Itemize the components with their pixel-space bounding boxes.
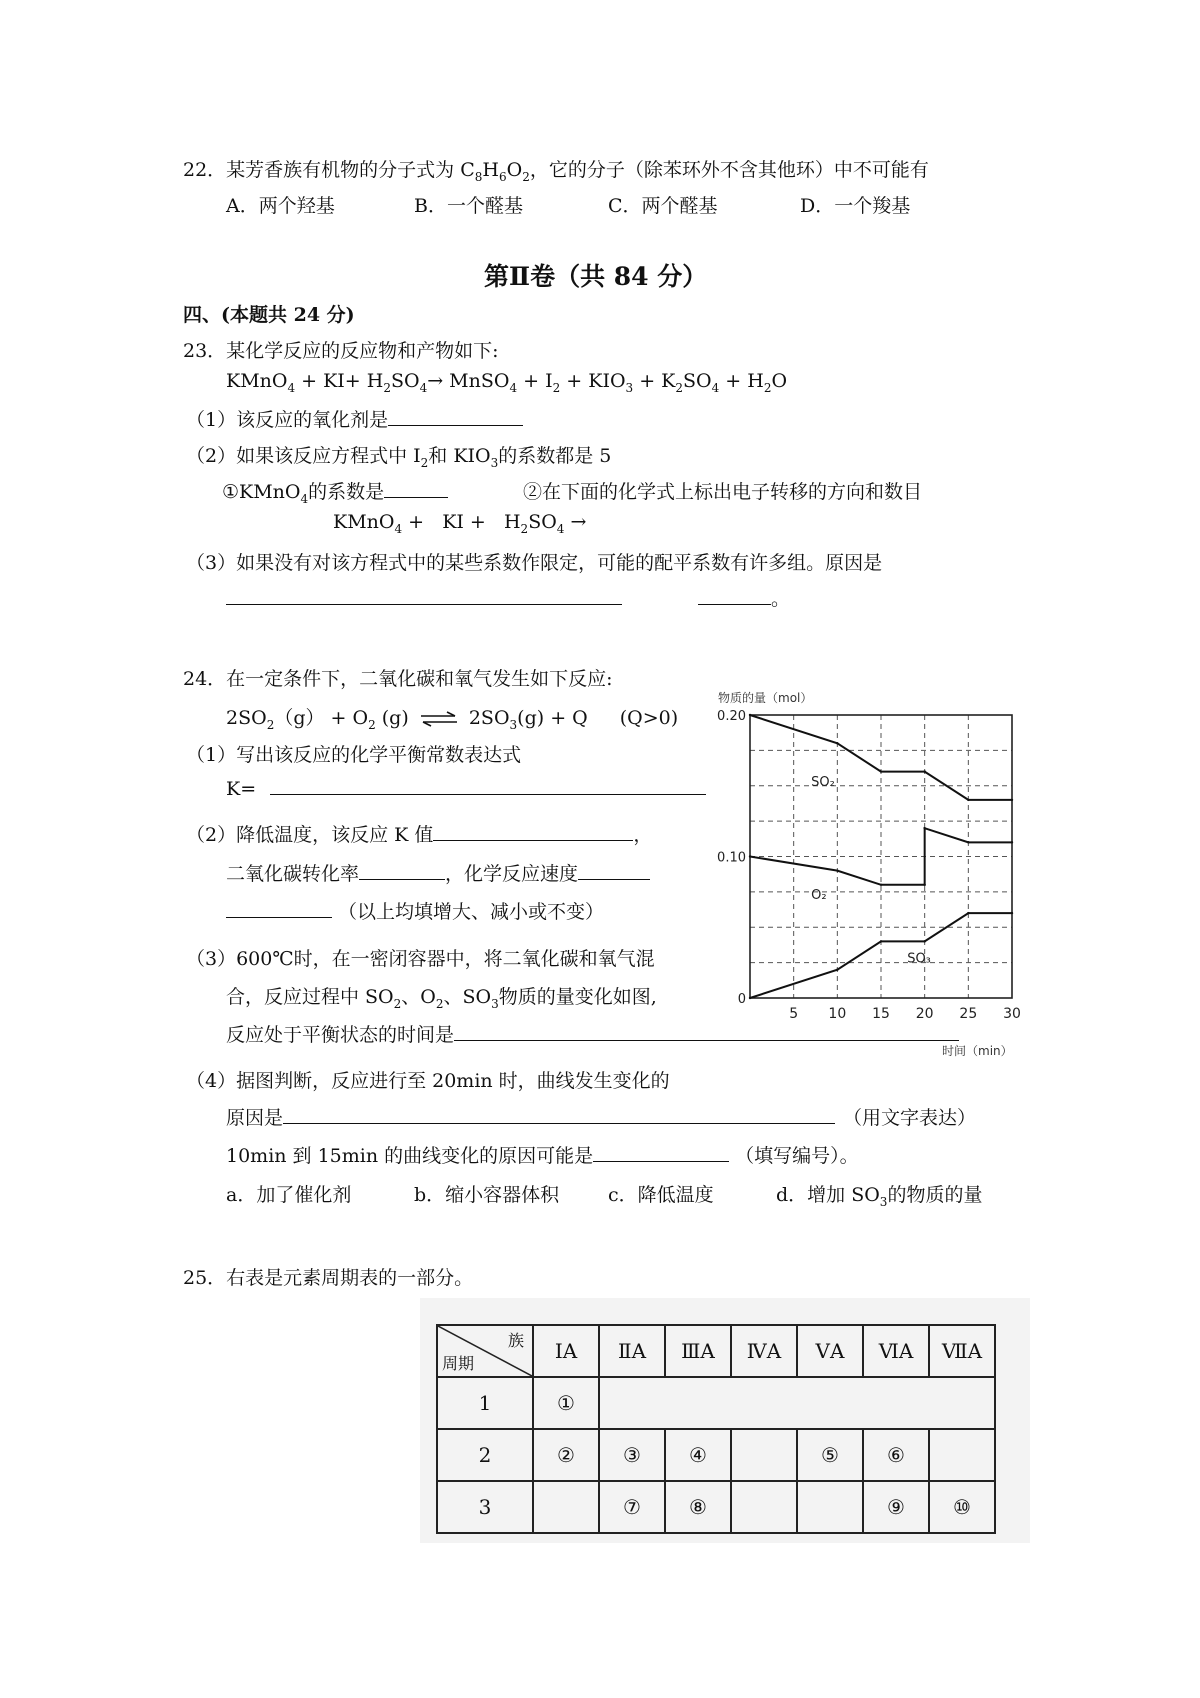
q23-stem: 23．某化学反应的反应物和产物如下: <box>183 340 499 362</box>
series-point <box>880 940 882 942</box>
element-cell <box>929 1429 995 1481</box>
subscript: 4 <box>556 521 565 536</box>
formula-part: + H <box>719 370 764 392</box>
q23-part3: （3）如果没有对该方程式中的某些系数作限定，可能的配平系数有许多组。原因是 <box>186 552 883 574</box>
periodic-table-fragment <box>420 1298 1030 1543</box>
x-axis-label: 时间（min） <box>942 1044 1013 1058</box>
q24-part2 <box>186 820 652 847</box>
period-row <box>437 1377 995 1429</box>
q23-part2 <box>186 441 611 470</box>
formula-part: （g） + O <box>274 707 369 729</box>
formula-part: KMnO <box>226 370 288 392</box>
answer-blank[interactable] <box>578 861 650 880</box>
series-point <box>880 770 882 772</box>
q24-part4: （4）据图判断，反应进行至 20min 时，曲线发生变化的 <box>186 1070 670 1092</box>
element-cell: ⑧ <box>665 1481 731 1533</box>
q22-stem <box>183 155 929 184</box>
subscript: 2 <box>383 380 391 395</box>
formula-part: → MnSO <box>427 370 510 392</box>
series-point <box>1011 912 1013 914</box>
series-label: SO₃ <box>907 951 931 967</box>
series-point <box>749 714 751 716</box>
x-tick-label: 5 <box>789 1006 799 1022</box>
table-header-row <box>437 1325 995 1377</box>
formula-part: O <box>506 159 523 181</box>
series-point <box>836 969 838 971</box>
answer-blank[interactable] <box>384 479 448 498</box>
element-cell: ③ <box>599 1429 665 1481</box>
x-tick-label: 25 <box>959 1006 978 1022</box>
subscript: 3 <box>625 380 634 395</box>
q24-part3-text: 反应处于平衡状态的时间是 <box>226 1024 455 1046</box>
q24-part4-text: 原因是 <box>226 1107 284 1129</box>
y-tick-label: 0 <box>737 992 746 1007</box>
element-cell: ① <box>533 1377 599 1429</box>
q22-option-c: C．两个醛基 <box>608 195 718 217</box>
q23-part3-answer <box>226 584 790 611</box>
chart-svg <box>712 680 1032 1080</box>
period-row <box>437 1481 995 1533</box>
series-point <box>1011 799 1013 801</box>
q22-option-d: D．一个羧基 <box>800 195 911 217</box>
period-mark: 。 <box>771 588 791 610</box>
formula-part: KMnO <box>333 511 395 533</box>
subscript: 2 <box>552 380 561 395</box>
q24-stem: 24．在一定条件下，二氧化碳和氧气发生如下反应: <box>183 668 613 690</box>
comma: ， <box>633 824 653 846</box>
series-point <box>967 912 969 914</box>
subscript: 6 <box>498 169 507 184</box>
x-tick-label: 10 <box>828 1006 847 1022</box>
formula-part: + KIO <box>560 370 626 392</box>
period-corner-label: 周期 <box>442 1354 475 1373</box>
q24-part4-line2 <box>226 1103 976 1130</box>
equilibrium-arrows-icon <box>419 711 459 727</box>
k-label: K= <box>226 778 257 800</box>
corner-cell <box>437 1325 533 1377</box>
series-point <box>749 855 751 857</box>
group-header: ⅦA <box>929 1325 995 1377</box>
subscript: 8 <box>474 169 483 184</box>
series-point <box>923 940 925 942</box>
q25-stem: 25．右表是元素周期表的一部分。 <box>183 1267 474 1289</box>
formula-part: (Q>0) <box>619 707 679 729</box>
element-cell <box>731 1429 797 1481</box>
series-point <box>880 884 882 886</box>
formula-part: SO <box>683 370 712 392</box>
group-header: ⅠA <box>533 1325 599 1377</box>
subscript: 4 <box>394 521 403 536</box>
subscript: 4 <box>300 491 309 506</box>
q22-option-b: B．一个醛基 <box>414 195 523 217</box>
q23-part2-equation <box>333 511 586 536</box>
element-cell: ⑥ <box>863 1429 929 1481</box>
formula-part: O <box>771 370 788 392</box>
q24-part4-text: 10min 到 15min 的曲线变化的原因可能是 <box>226 1145 594 1167</box>
series-label: O₂ <box>811 887 827 903</box>
group-corner-label: 族 <box>507 1331 524 1350</box>
q24-equation <box>226 703 678 732</box>
formula-part: (g) + Q <box>517 707 588 729</box>
option-text: 的物质的量 <box>887 1184 983 1206</box>
q24-part3-text: 物质的量变化如图, <box>498 986 657 1008</box>
q24-part3: （3）600℃时，在一密闭容器中，将二氧化碳和氧气混 <box>186 948 655 970</box>
x-tick-label: 15 <box>872 1006 890 1022</box>
q22-option-a: A．两个羟基 <box>226 195 335 217</box>
amount-time-chart <box>712 680 1032 1080</box>
q24-option-a: a．加了催化剂 <box>226 1184 352 1206</box>
element-cell <box>731 1481 797 1533</box>
answer-blank[interactable] <box>226 899 332 918</box>
element-cell: ④ <box>665 1429 731 1481</box>
formula-part: 2SO <box>468 707 510 729</box>
y-tick-label: 0.10 <box>717 850 746 866</box>
subscript: 3 <box>879 1194 888 1209</box>
q23-part2-text: 和 KIO <box>428 445 491 467</box>
q24-part3-text: 合，反应过程中 SO <box>226 986 394 1008</box>
x-tick-label: 30 <box>1003 1006 1021 1022</box>
element-cell: ② <box>533 1429 599 1481</box>
q23-part2-i <box>222 477 448 506</box>
q24-part2-text: （2）降低温度，该反应 K 值 <box>186 824 434 846</box>
q24-part3-text: 、SO <box>443 986 492 1008</box>
q24-option-d <box>776 1180 982 1209</box>
series-point <box>1011 841 1013 843</box>
element-cell: ⑨ <box>863 1481 929 1533</box>
q22-stem-text: 22．某芳香族有机物的分子式为 C <box>183 159 475 181</box>
answer-blank[interactable] <box>226 586 622 605</box>
q23-part2-ii: ②在下面的化学式上标出电子转移的方向和数目 <box>523 481 923 503</box>
subscript: 2 <box>435 996 444 1011</box>
y-tick-label: 0.20 <box>717 709 746 724</box>
subscript: 2 <box>763 380 772 395</box>
q24-part3-line2 <box>226 982 657 1011</box>
q24-option-b: b．缩小容器体积 <box>414 1184 560 1206</box>
group-header: ⅣA <box>731 1325 797 1377</box>
group-header: ⅢA <box>665 1325 731 1377</box>
period-label: 2 <box>437 1429 533 1481</box>
series-point <box>967 799 969 801</box>
answer-blank[interactable] <box>270 776 706 795</box>
q24-part2-text: 二氧化碳转化率 <box>226 863 360 885</box>
q24-part4-text: （用文字表达） <box>843 1107 977 1129</box>
q23-part2-i-text: 的系数是 <box>308 481 385 503</box>
q22-stem-text: ，它的分子（除苯环外不含其他环）中不可能有 <box>529 159 929 181</box>
y-axis-label: 物质的量（mol） <box>718 691 813 705</box>
element-cell <box>533 1481 599 1533</box>
series-point <box>836 869 838 871</box>
formula-part: SO <box>528 511 557 533</box>
formula-part: (g) <box>375 707 409 729</box>
q23-equation <box>226 370 787 395</box>
group-header: ⅥA <box>863 1325 929 1377</box>
subscript: 3 <box>490 455 499 470</box>
periodic-table <box>436 1324 996 1534</box>
q24-part4-text: （填写编号）。 <box>735 1145 859 1167</box>
series-point <box>836 742 838 744</box>
subscript: 4 <box>711 380 720 395</box>
subscript: 2 <box>522 169 530 184</box>
series-point <box>749 997 751 999</box>
group-header: ⅡA <box>599 1325 665 1377</box>
q23-part1 <box>186 405 523 432</box>
q24-part2-text: ，化学反应速度 <box>445 863 579 885</box>
subscript: 4 <box>509 380 518 395</box>
period-label: 3 <box>437 1481 533 1533</box>
subscript: 4 <box>419 380 428 395</box>
formula-part: 2SO <box>226 707 267 729</box>
q24-k-line <box>226 776 706 800</box>
q24-part2-line2 <box>226 859 650 886</box>
subscript: 2 <box>675 380 684 395</box>
answer-blank[interactable] <box>433 822 633 841</box>
element-cell <box>797 1481 863 1533</box>
formula-part: + I <box>517 370 553 392</box>
part4-heading: 四、(本题共 24 分) <box>183 304 355 326</box>
x-tick-label: 20 <box>915 1006 934 1022</box>
subscript: 2 <box>420 455 429 470</box>
element-cell: ⑤ <box>797 1429 863 1481</box>
answer-blank[interactable] <box>359 861 445 880</box>
formula-part: + K <box>633 370 676 392</box>
period-row <box>437 1429 995 1481</box>
answer-blank[interactable] <box>283 1105 835 1124</box>
empty-span-cell <box>599 1377 995 1429</box>
answer-blank[interactable] <box>388 407 523 426</box>
formula-part: SO <box>390 370 420 392</box>
series-point <box>967 841 969 843</box>
q23-part2-i-text: ①KMnO <box>222 481 301 503</box>
subscript: 2 <box>393 996 402 1011</box>
group-header: ⅤA <box>797 1325 863 1377</box>
q23-part2-text: 的系数都是 5 <box>498 445 612 467</box>
option-text: d．增加 SO <box>776 1184 880 1206</box>
q24-part2-line3 <box>226 897 604 924</box>
formula-part: H <box>482 159 499 181</box>
q24-part2-text: （以上均填增大、减小或不变） <box>338 901 605 923</box>
subscript: 3 <box>509 717 518 732</box>
answer-blank[interactable] <box>593 1143 729 1162</box>
q24-part4-line3 <box>226 1141 859 1168</box>
q24-part1: （1）写出该反应的化学平衡常数表达式 <box>186 744 522 766</box>
period-label: 1 <box>437 1377 533 1429</box>
series-point <box>923 770 925 772</box>
q23-part2-text: （2）如果该反应方程式中 I <box>186 445 421 467</box>
subscript: 2 <box>520 521 529 536</box>
subscript: 2 <box>368 717 376 732</box>
subscript: 2 <box>266 717 275 732</box>
formula-part: + KI + H <box>402 511 521 533</box>
series-point <box>923 884 925 886</box>
q24-part3-text: 、O <box>401 986 436 1008</box>
section-title: 第Ⅱ卷（共 84 分） <box>484 262 708 291</box>
element-cell: ⑦ <box>599 1481 665 1533</box>
element-cell: ⑩ <box>929 1481 995 1533</box>
formula-part: → <box>564 511 587 533</box>
subscript: 3 <box>491 996 499 1011</box>
series-label: SO₂ <box>811 774 835 790</box>
formula-part: + KI+ H <box>295 370 384 392</box>
subscript: 4 <box>287 380 296 395</box>
q23-part1-text: （1）该反应的氧化剂是 <box>186 409 389 431</box>
q24-option-c: c．降低温度 <box>608 1184 714 1206</box>
series-point <box>923 827 925 829</box>
answer-blank[interactable] <box>698 586 771 605</box>
